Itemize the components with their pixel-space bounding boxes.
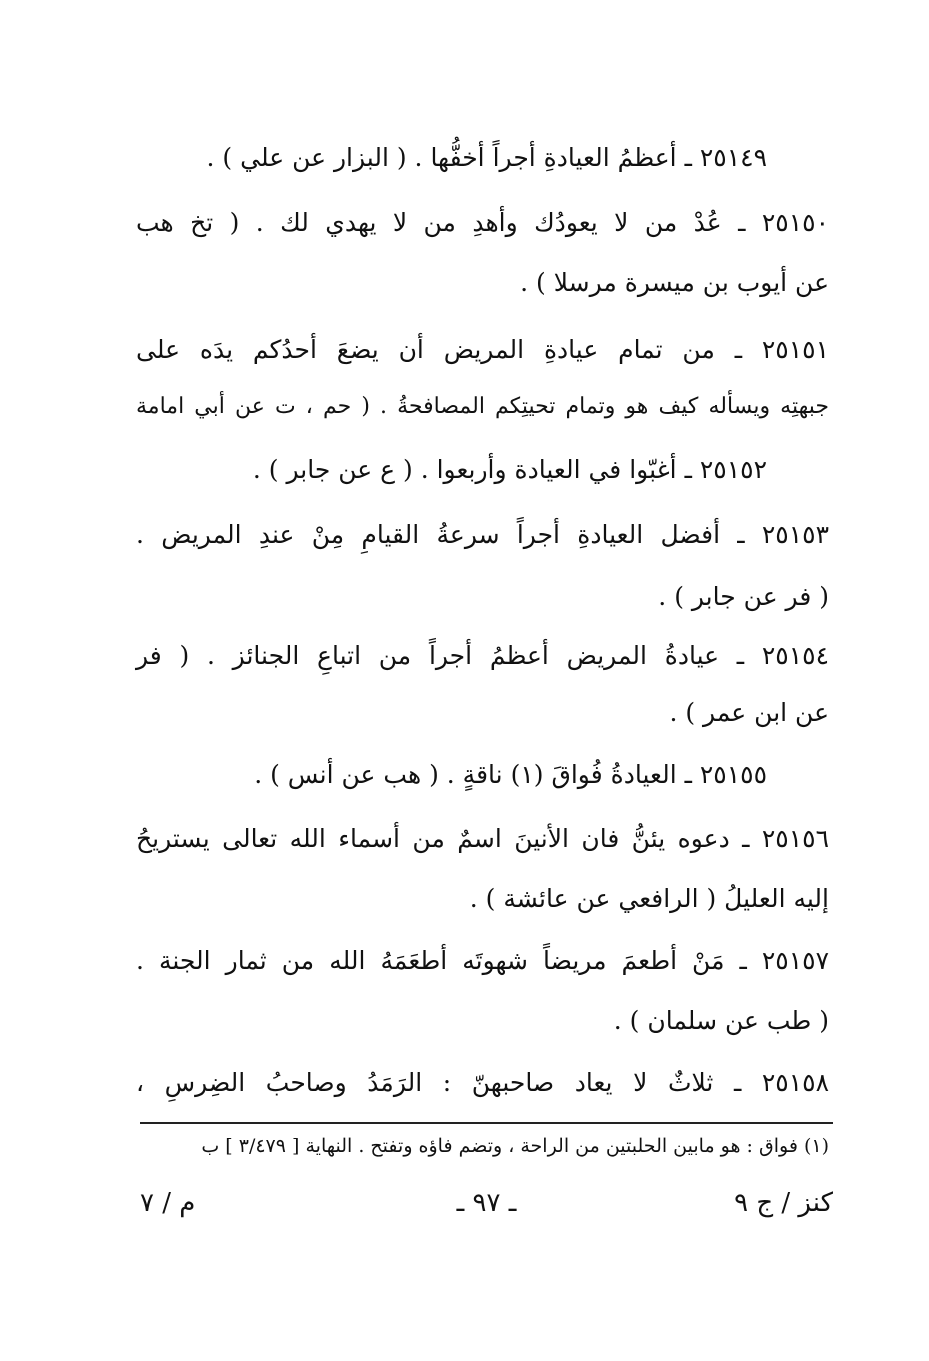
page-footer [140,1183,833,1223]
sheet-signature: م / ٧ [140,1188,196,1218]
hadith-25153-line-2: ( فر عن جابر ) . [658,582,829,611]
volume-signature: كنز / ج ٩ [734,1188,833,1218]
hadith-25151-line-1: ٢٥١٥١ ـ من تمام عيادةِ المريض أن يضعَ أحدُكم يدَه على [136,335,829,364]
hadith-25150-line-1: ٢٥١٥٠ ـ عُدْ من لا يعودُك وأهدِ من لا يهدي لك . ( تخ هب [136,208,829,237]
hadith-25154-line-1: ٢٥١٥٤ ـ عيادةُ المريض أعظمُ أجراً من اتباعِ الجنائز . ( فر [136,641,829,670]
hadith-25158-line-1: ٢٥١٥٨ ـ ثلاثٌ لا يعاد صاحبهنّ : الرَمَدُ وصاحبُ الضِرسِ ، [136,1068,829,1097]
hadith-25150-line-2: عن أيوب بن ميسرة مرسلا ) . [520,268,829,297]
hadith-25154-line-2: عن ابن عمر ) . [669,698,829,727]
hadith-25157-line-2: ( طب عن سلمان ) . [613,1006,829,1035]
hadith-25153-line-1: ٢٥١٥٣ ـ أفضل العيادةِ أجراً سرعةُ القيامِ مِنْ عندِ المريض . [136,520,829,549]
footnote-separator [140,1122,833,1124]
hadith-25152-line-1: ٢٥١٥٢ ـ أغبّوا في العيادة وأربعوا . ( ع عن جابر ) . [252,455,767,484]
page-number: ـ ٩٧ ـ [456,1188,517,1218]
hadith-25157-line-1: ٢٥١٥٧ ـ مَنْ أطعمَ مريضاً شهوتَه أطعَمَهُ الله من ثمار الجنة . [136,946,829,975]
hadith-25149-line-1: ٢٥١٤٩ ـ أعظمُ العيادةِ أجراً أخفُّها . ( البزار عن علي ) . [206,143,767,172]
footnote: (١) فواق : هو مابين الحلبتين من الراحة ، وتضم فاؤه وتفتح . النهاية [ ٣/٤٧٩ ] ب [201,1135,829,1157]
hadith-25155-line-1: ٢٥١٥٥ ـ العيادةُ فُواقَ (١) ناقةٍ . ( هب عن أنس ) . [254,760,767,789]
hadith-25156-line-1: ٢٥١٥٦ ـ دعوه يئنُّ فان الأنينَ اسمٌ من أسماء الله تعالى يستريحُ [136,824,829,853]
hadith-25156-line-2: إليه العليلُ ( الرافعي عن عائشة ) . [469,884,829,913]
hadith-25151-line-2: جبهتِه ويسأله كيف هو وتمام تحيتِكم المصافحةُ . ( حم ، ت عن أبي امامة [136,394,829,419]
